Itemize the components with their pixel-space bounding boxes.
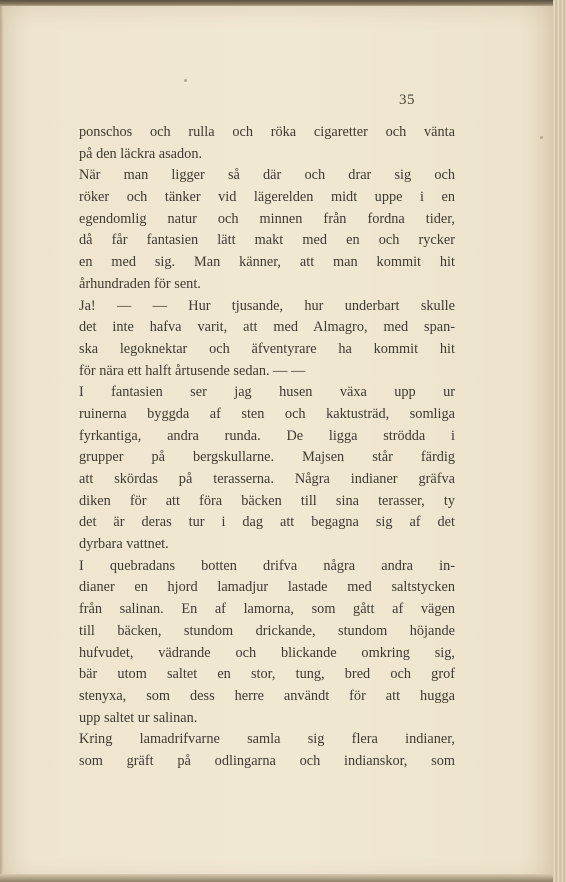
text-line: från salinan. En af lamorna, som gått af vägen: [79, 601, 455, 618]
text-line: bär utom saltet en stor, tung, bred och grof: [79, 666, 455, 683]
text-line: Kring lamadrifvarne samla sig flera indianer,: [79, 731, 455, 748]
text-line: ruinerna byggda af sten och kaktusträd, somliga: [79, 405, 455, 422]
text-line: århundraden för sent.: [79, 275, 201, 292]
page-stack-edge: [553, 0, 566, 882]
text-line: en med sig. Man känner, att man kommit hit: [79, 254, 455, 271]
page-number: 35: [399, 92, 415, 108]
text-line: på den läckra asadon.: [79, 145, 203, 162]
text-line: egendomlig natur och minnen från fordna tider,: [79, 210, 455, 227]
page-left-edge: [0, 6, 4, 882]
text-line: röker och tänker vid lägerelden midt uppe i en: [79, 189, 455, 206]
text-line: Ja! — — Hur tjusande, hur underbart skulle: [79, 297, 455, 314]
text-line: I fantasien ser jag husen växa upp ur: [79, 384, 455, 401]
text-line: När man ligger så där och drar sig och: [79, 167, 455, 184]
text-line: I quebradans botten drifva några andra in-: [79, 557, 455, 574]
text-line: stenyxa, som dess herre användt för att hugga: [79, 687, 455, 704]
text-line: för nära ett halft årtusende sedan. — —: [79, 362, 306, 379]
text-line: fyrkantiga, andra runda. De ligga strödda i: [79, 427, 455, 444]
text-line: dianer en hjord lamadjur lastade med saltstycken: [79, 579, 455, 596]
text-line: upp saltet ur salinan.: [79, 709, 198, 726]
text-line: då får fantasien lätt makt med en och rycker: [79, 232, 455, 249]
text-line: hufvudet, vädrande och blickande omkring sig,: [79, 644, 455, 661]
paper-speck: [184, 79, 187, 82]
text-line: det inte hafva varit, att med Almagro, med span-: [79, 319, 455, 336]
body-text: [79, 122, 455, 773]
paper-page: [0, 6, 553, 882]
paper-speck: [540, 136, 543, 139]
text-line: dyrbara vattnet.: [79, 536, 169, 553]
text-line: ponschos och rulla och röka cigaretter och vänta: [79, 124, 455, 140]
text-line: grupper på bergskullarne. Majsen står färdig: [79, 449, 455, 466]
page-bottom-edge: [0, 874, 553, 882]
text-line: som gräft på odlingarna och indianskor, som: [79, 752, 455, 769]
text-line: till bäcken, stundom drickande, stundom höjande: [79, 622, 455, 639]
text-line: att skördas på terasserna. Några indianer gräfva: [79, 471, 455, 487]
text-line: diken för att föra bäcken till sina terasser, ty: [79, 492, 455, 509]
text-line: ska legoknektar och äfventyrare ha kommit hit: [79, 340, 455, 357]
text-line: det är deras tur i dag att begagna sig af det: [79, 514, 455, 531]
